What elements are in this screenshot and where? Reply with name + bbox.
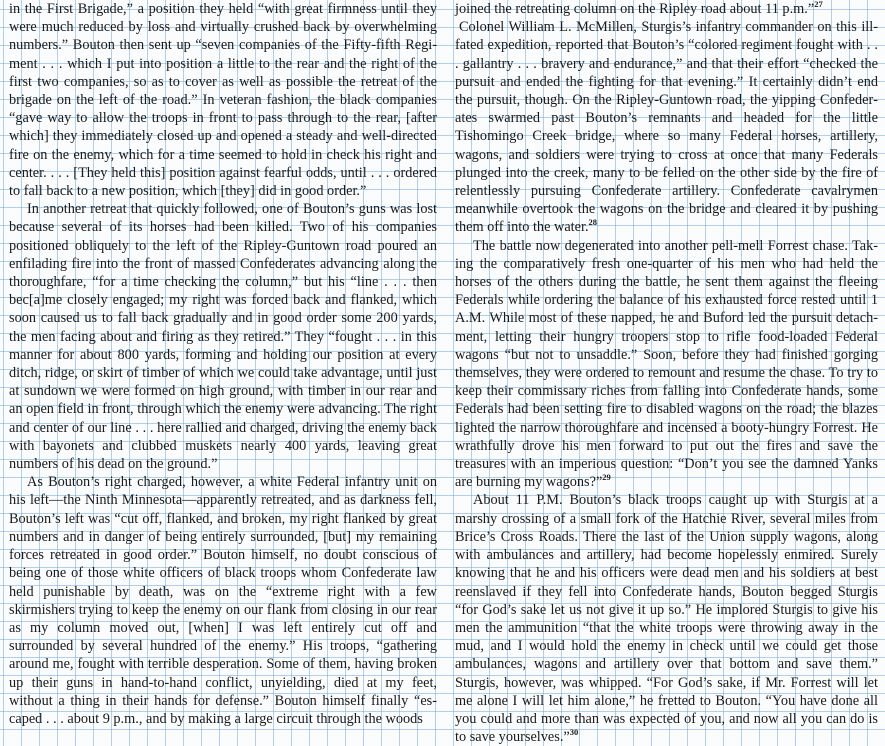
paragraph	[455, 237, 878, 492]
left-column	[9, 0, 437, 728]
paragraph: In another retreat that quickly followed, one of Bouton’s guns was lost because several of its horses had been killed. Two of his companies positioned obliquely to the left of the Ripley-Guntown road poured an enfilading fire into the front of massed Confederates advancing along the thoroughfare, “for a time checking the column,” but his “line . . . then bec[a]me closely engaged; my right was forced back and flanked, which soon caused us to fall back gradually and in good order some 200 yards, the men facing about and firing as they retired.” They “fought . . . in this manner for about 800 yards, forming and holding our position at every ditch, ridge, or skirt of timber of which we could take advantage, until just at sundown we were formed on high ground, with timber in our rear and an open field in front, through which the enemy were advancing. The right and center of our line . . . here rallied and charged, driving the enemy back with bayonets and clubbed muskets nearly 400 yards, leaving great numbers of his dead on the ground.”	[9, 201, 437, 473]
paragraph-text: About 11 P.M. Bouton’s black troops caught up with Sturgis at a marshy crossing of a small fork of the Hatchie River, several miles from Brice’s Cross Roads. There the last of the Union supply wagons, along with ambulances and artillery, had become hopelessly enmired. Surely knowing that he and his officers were dead men and his soldiers at best reenslaved if they fell into Confederate hands, Bouton begged Sturgis “for God’s sake let us not give it up so.” He implored Sturgis to give his men the ammunition “that the white troops were throwing away in the mud, and I would hold the enemy in check until we could get those ambulances, wagons and artillery over that bottom and save them.” Sturgis, however, was whipped. “For God’s sake, if Mr. Forrest will let me alone I will let him alone,” he fretted to Bouton. “You have done all you could and more than was expected of you, and now all you can do is to save yourselves.”	[455, 492, 878, 746]
right-column	[455, 0, 878, 746]
paragraph: in the First Brigade,” a position they held “with great firmness until they were much reduced by loss and virtually crushed back by overwhelming numbers.” Bouton then sent up “seven companies of the Fifty-fifth Regiment . . . which I put into position a little to the rear and the right of the first two companies, so as to cover as well as possible the retreat of the brigade on the left of the road.” In veteran fashion, the black companies “gave way to allow the troops in front to pass through to the rear, [after which] they immediately closed up and opened a steady and well-directed fire on the enemy, which for a time seemed to hold in check his right and center. . . . [They held this] position against fearful odds, until . . . ordered to fall back to a new position, which [they] did in good order.”	[9, 1, 437, 200]
paragraph-text: Colonel William L. McMillen, Sturgis’s infantry commander on this ill-fated expedition, reported that Bouton’s “colored regiment fought with . . . gallantry . . . bravery and endurance,” and that their effort “checked the pursuit and ended the fighting for that evening.” It certainly didn’t end the pursuit, though. On the Ripley-Guntown road, the yipping Confederates swarmed past Bouton’s remnants and headed for the little Tishomingo Creek bridge, where so many Federal horses, artillery, wagons, and soldiers were trying to cross at once that many Federals plunged into the creek, many to be felled on the other side by the fire of relentlessly pursuing Confederate artillery. Confederate cavalrymen meanwhile overtook the wagons on the bridge and cleared it by pushing them off into the water.	[455, 19, 878, 236]
footnote-marker: 29	[602, 472, 611, 483]
paragraph-text: The battle now degenerated into another pell-mell Forrest chase. Taking the comparatively fresh one-quarter of his men who had held the horses of the others during the battle, he sent them against the fleeing Federals while ordering the balance of his exhausted force rested until 1 A.M. While most of these napped, he and Buford led the pursuit detachment, letting their hungry troopers stop to rifle food-loaded Federal wagons “but not to unsaddle.” Soon, before they had finished gorging themselves, they were ordered to remount and resume the chase. To try to keep their commissary riches from falling into Confederate hands, some Federals had been setting fire to disabled wagons on the road; the blazes lighted the narrow thoroughfare and incensed a booty-hungry Forrest. He wrathfully drove his men forward to put out the fires and save the treasures with an imperious question: “Don’t you see the damned Yanks are burning my wagons?”	[455, 237, 878, 491]
paragraph: As Bouton’s right charged, however, a white Federal infantry unit on his left—the Ninth Minnesota—apparently retreated, and as darkness fell, Bouton’s left was “cut off, flanked, and broken, my right flanked by great numbers and in danger of being entirely surrounded, [but] my remaining forces retreated in good order.” Bouton himself, no doubt conscious of being one of those white officers of black troops whom Confederate law held punishable by death, was on the “extreme right with a few skirmishers trying to keep the enemy on our flank from closing in our rear as my column moved out, [when] I was left entirely cut off and surrounded by several hundred of the enemy.” His troops, “gathering around me, fought with terrible desperation. Some of them, having broken up their guns in hand-to-hand conflict, unyielding, died at my feet, without a thing in their hands for defense.” Bouton himself finally “escaped . . . about 9 p.m., and by making a large circuit through the woods	[9, 474, 437, 727]
paragraph	[455, 18, 878, 236]
paragraph	[455, 0, 878, 18]
footnote-marker: 30	[569, 727, 579, 738]
paragraph	[455, 491, 878, 746]
footnote-marker: 28	[588, 217, 598, 228]
paragraph-text: joined the retreating column on the Ripley road about 11 p.m.”	[455, 1, 815, 17]
footnote-marker: 27	[814, 0, 823, 9]
